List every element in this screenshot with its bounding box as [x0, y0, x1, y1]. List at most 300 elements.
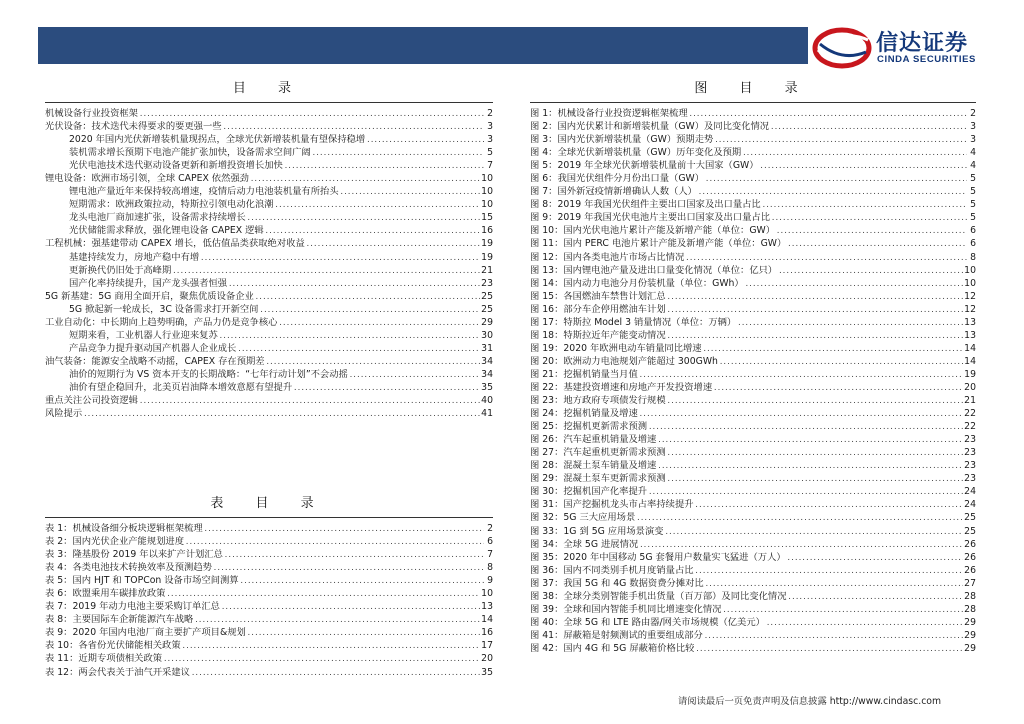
figure-entry[interactable] — [530, 629, 976, 642]
dot-leader — [665, 526, 964, 538]
dot-leader — [657, 460, 963, 472]
header-bar — [38, 27, 808, 64]
table-entry[interactable] — [45, 600, 493, 613]
dot-leader — [293, 382, 480, 394]
contents-divider — [45, 102, 493, 103]
contents-entry[interactable] — [45, 355, 493, 368]
entry-page-number: 17 — [481, 640, 493, 652]
entry-title: 图 25：挖掘机更新需求预测 — [530, 421, 648, 433]
dot-leader — [657, 434, 963, 446]
dot-leader — [639, 408, 963, 420]
entry-page-number: 13 — [964, 316, 976, 328]
figure-entry[interactable] — [530, 264, 976, 277]
figures-section — [530, 77, 976, 655]
entry-title: 图 27：汽车起重机更新需求预测 — [530, 447, 666, 459]
dot-leader — [219, 330, 480, 342]
figure-entry[interactable] — [530, 329, 976, 342]
dot-leader — [228, 278, 480, 290]
figure-entry[interactable] — [530, 303, 976, 316]
entry-page-number: 35 — [481, 381, 493, 393]
figure-entry[interactable] — [530, 446, 976, 459]
entry-title: 油价的短期行为 VS 资本开支的长期战略：“七年行动计划”不会动摇 — [69, 368, 348, 380]
entry-title: 图 7：国外新冠疫情新增确认人数（人） — [530, 186, 697, 198]
entry-title: 图 34：全球 5G 进展情况 — [530, 538, 639, 550]
dot-leader — [704, 630, 963, 642]
dot-leader — [667, 395, 964, 407]
contents-entry[interactable] — [45, 211, 493, 224]
contents-entry[interactable] — [45, 316, 493, 329]
figures-title: 图 目 录 — [694, 81, 812, 96]
contents-entry[interactable] — [45, 329, 493, 342]
dot-leader — [745, 278, 963, 290]
dot-leader — [766, 617, 963, 629]
entry-title: 锂电池产量近年来保持较高增速，疫情后动力电池装机量有所抬头 — [69, 186, 339, 198]
dot-leader — [221, 601, 480, 613]
entry-title: 5G 新基建：5G 商用全面开启，聚焦优质设备企业 — [45, 290, 254, 302]
figures-list — [530, 107, 976, 655]
entry-page-number: 26 — [964, 551, 976, 563]
figure-entry[interactable] — [530, 511, 976, 524]
entry-page-number: 25 — [964, 525, 976, 537]
dot-leader — [719, 356, 963, 368]
contents-entry[interactable] — [45, 224, 493, 237]
entry-title: 图 5：2019 年全球光伏新增装机量前十大国家（GW） — [530, 160, 759, 172]
figure-entry[interactable] — [530, 381, 976, 394]
cinda-logo-icon — [812, 22, 874, 70]
entry-title: 工业自动化：中长期向上趋势明确，产品力仍是竞争核心 — [45, 316, 278, 328]
entry-page-number: 28 — [964, 590, 976, 602]
entry-page-number: 12 — [964, 290, 976, 302]
dot-leader — [760, 160, 967, 172]
dot-leader — [259, 304, 480, 316]
figure-entry[interactable] — [530, 316, 976, 329]
figure-entry[interactable] — [530, 159, 976, 172]
entry-page-number: 10 — [481, 186, 493, 198]
table-entry[interactable] — [45, 548, 493, 561]
contents-entry[interactable] — [45, 185, 493, 198]
entry-title: 国产化率持续提升，国产龙头强者恒强 — [69, 277, 228, 289]
contents-list — [45, 107, 493, 420]
entry-page-number: 13 — [964, 329, 976, 341]
entry-page-number: 19 — [481, 238, 493, 250]
dot-leader — [667, 330, 964, 342]
entry-page-number: 4 — [970, 160, 976, 172]
dot-leader — [247, 212, 481, 224]
entry-title: 油气装备：能源安全战略不动摇，CAPEX 存在预期差 — [45, 355, 265, 367]
entry-title: 表 5：国内 HJT 和 TOPCon 设备市场空间测算 — [45, 575, 239, 587]
entry-title: 光伏储能需求释放，强化锂电设备 CAPEX 逻辑 — [69, 225, 264, 237]
dot-leader — [366, 134, 484, 146]
entry-title: 风险提示 — [45, 408, 83, 420]
dot-leader — [312, 147, 484, 159]
tables-list — [45, 522, 493, 679]
entry-title: 光伏电池技术迭代驱动设备更新和新增投资增长加快 — [69, 160, 283, 172]
entry-page-number: 41 — [481, 408, 493, 420]
dot-leader — [787, 552, 963, 564]
entry-page-number: 7 — [487, 160, 493, 172]
entry-page-number: 6 — [487, 536, 493, 548]
dot-leader — [648, 486, 963, 498]
dot-leader — [705, 173, 967, 185]
figure-entry[interactable] — [530, 172, 976, 185]
figures-divider — [530, 102, 976, 103]
entry-title: 光伏设备：技术迭代未得要求的要更强一些 — [45, 121, 222, 133]
figure-entry[interactable] — [530, 603, 976, 616]
entry-page-number: 2 — [487, 523, 493, 534]
contents-entry[interactable] — [45, 251, 493, 264]
contents-entry[interactable] — [45, 290, 493, 303]
entry-title: 图 35：2020 年中国移动 5G 套餐用户数量实飞猛进（万人） — [530, 551, 786, 563]
dot-leader — [306, 238, 480, 250]
figure-entry[interactable] — [530, 107, 976, 120]
dot-leader — [139, 395, 480, 407]
dot-leader — [266, 356, 481, 368]
dot-leader — [284, 160, 484, 172]
dot-leader — [247, 627, 480, 639]
entry-title: 表 8：主要国际车企新能源汽车战略 — [45, 614, 194, 626]
entry-title: 图 29：混凝土泵车更新需求预测 — [530, 473, 666, 485]
figure-entry[interactable] — [530, 485, 976, 498]
contents-entry[interactable] — [45, 172, 493, 185]
figure-entry[interactable] — [530, 394, 976, 407]
contents-entry[interactable] — [45, 368, 493, 381]
entry-title: 更新换代仍旧处于高峰期 — [69, 264, 172, 276]
entry-title: 表 11：近期专项债相关政策 — [45, 653, 163, 665]
entry-page-number: 24 — [964, 486, 976, 498]
dot-leader — [776, 225, 967, 237]
entry-page-number: 24 — [964, 499, 976, 511]
entry-page-number: 10 — [964, 277, 976, 289]
figure-entry[interactable] — [530, 538, 976, 551]
dot-leader — [770, 121, 967, 133]
entry-page-number: 23 — [964, 434, 976, 446]
dot-leader — [788, 591, 964, 603]
figure-entry[interactable] — [530, 251, 976, 264]
entry-page-number: 23 — [964, 473, 976, 485]
entry-page-number: 30 — [481, 329, 493, 341]
entry-title: 表 9：2020 年国内电池厂商主要扩产项目&规划 — [45, 627, 246, 639]
entry-page-number: 29 — [964, 629, 976, 641]
dot-leader — [182, 640, 481, 652]
entry-page-number: 25 — [481, 290, 493, 302]
entry-title: 机械设备行业投资框架 — [45, 108, 138, 119]
entry-page-number: 10 — [481, 588, 493, 600]
entry-page-number: 20 — [481, 653, 493, 665]
entry-page-number: 28 — [964, 603, 976, 615]
dot-leader — [240, 575, 484, 587]
contents-entry[interactable] — [45, 264, 493, 277]
dot-leader — [713, 382, 963, 394]
entry-page-number: 9 — [487, 575, 493, 587]
entry-title: 工程机械：强基建带动 CAPEX 增长，低估值品类获取绝对收益 — [45, 238, 305, 250]
entry-page-number: 16 — [481, 225, 493, 237]
figure-entry[interactable] — [530, 498, 976, 511]
entry-title: 图 22：基建投资增速和房地产开发投资增速 — [530, 381, 713, 393]
entry-title: 图 39：全球和国内智能手机同比增速变化情况 — [530, 603, 722, 615]
entry-page-number: 29 — [964, 642, 976, 654]
entry-page-number: 3 — [970, 134, 976, 146]
dot-leader — [250, 173, 480, 185]
dot-leader — [695, 565, 964, 577]
dot-leader — [340, 186, 481, 198]
entry-title: 图 41：屏蔽箱是射频测试的重要组成部分 — [530, 629, 703, 641]
entry-page-number: 29 — [481, 316, 493, 328]
entry-title: 锂电设备：欧洲市场引领，全球 CAPEX 依然强劲 — [45, 173, 249, 185]
entry-title: 图 21：挖掘机销量当月值 — [530, 368, 638, 380]
figure-entry[interactable] — [530, 277, 976, 290]
entry-page-number: 31 — [481, 342, 493, 354]
dot-leader — [185, 536, 484, 548]
figure-entry[interactable] — [530, 290, 976, 303]
contents-entry[interactable] — [45, 381, 493, 394]
dot-leader — [223, 121, 484, 133]
entry-page-number: 21 — [964, 395, 976, 407]
dot-leader — [742, 147, 967, 159]
figure-entry[interactable] — [530, 420, 976, 433]
entry-title: 5G 掀起新一轮成长，3C 设备需求打开新空间 — [69, 303, 259, 315]
entry-page-number: 10 — [964, 264, 976, 276]
entry-page-number: 22 — [964, 408, 976, 420]
table-entry[interactable] — [45, 522, 493, 535]
entry-title: 图 16：部分车企停用燃油车计划 — [530, 303, 666, 315]
entry-title: 表 6：欧盟乘用车碳排放政策 — [45, 588, 166, 600]
dot-leader — [703, 343, 964, 355]
entry-title: 油价有望企稳回升，北美页岩油降本增效意愿有望提升 — [69, 381, 293, 393]
contents-entry[interactable] — [45, 133, 493, 146]
entry-page-number: 23 — [481, 277, 493, 289]
entry-title: 表 4：各类电池技术转换效率及预测趋势 — [45, 562, 212, 574]
entry-title: 图 32：5G 三大应用场景 — [530, 512, 636, 524]
entry-title: 短期需求：欧洲政策拉动，特斯拉引领电动化浪潮 — [69, 199, 274, 211]
entry-title: 图 23：地方政府专项债发行规模 — [530, 395, 666, 407]
dot-leader — [636, 512, 963, 524]
table-entry[interactable] — [45, 561, 493, 574]
entry-title: 图 3：国内光伏新增装机量（GW）预期走势 — [530, 134, 714, 146]
entry-page-number: 14 — [964, 355, 976, 367]
tables-divider — [45, 517, 493, 518]
entry-page-number: 5 — [970, 212, 976, 224]
contents-entry[interactable] — [45, 107, 493, 120]
figure-entry[interactable] — [530, 407, 976, 420]
brand-name-en: CINDA SECURITIES — [877, 54, 976, 65]
dot-leader — [639, 369, 963, 381]
entry-page-number: 26 — [964, 564, 976, 576]
entry-page-number: 5 — [970, 199, 976, 211]
dot-leader — [213, 562, 484, 574]
entry-page-number: 25 — [481, 303, 493, 315]
contents-entry[interactable] — [45, 342, 493, 355]
dot-leader — [695, 643, 963, 655]
entry-title: 图 40：全球 5G 和 LTE 路由器/网关市场规模（亿美元） — [530, 616, 765, 628]
dot-leader — [778, 265, 963, 277]
entry-page-number: 2 — [970, 108, 976, 119]
figure-entry[interactable] — [530, 459, 976, 472]
figure-entry[interactable] — [530, 616, 976, 629]
entry-title: 图 37：我国 5G 和 4G 数据资费分摊对比 — [530, 577, 704, 589]
table-entry[interactable] — [45, 535, 493, 548]
entry-title: 图 36：国内不同类别手机月度销量占比 — [530, 564, 694, 576]
contents-entry[interactable] — [45, 237, 493, 250]
dot-leader — [83, 408, 480, 420]
contents-entry[interactable] — [45, 303, 493, 316]
figure-entry[interactable] — [530, 642, 976, 655]
entry-page-number: 5 — [487, 147, 493, 159]
dot-leader — [255, 291, 480, 303]
contents-entry[interactable] — [45, 394, 493, 407]
entry-page-number: 20 — [964, 381, 976, 393]
figure-entry[interactable] — [530, 355, 976, 368]
entry-page-number: 19 — [481, 251, 493, 263]
table-entry[interactable] — [45, 652, 493, 665]
dot-leader — [278, 317, 480, 329]
entry-page-number: 2 — [487, 108, 493, 119]
dot-leader — [771, 212, 967, 224]
entry-page-number: 7 — [487, 549, 493, 561]
entry-title: 图 6：我国光伏组件分月份出口量（GW） — [530, 173, 705, 185]
figure-entry[interactable] — [530, 198, 976, 211]
entry-page-number: 3 — [970, 121, 976, 133]
entry-title: 图 4：全球光伏新增装机量（GW）历年变化及预期 — [530, 147, 742, 159]
dot-leader — [204, 523, 484, 535]
figure-entry[interactable] — [530, 224, 976, 237]
entry-page-number: 19 — [964, 368, 976, 380]
contents-entry[interactable] — [45, 159, 493, 172]
entry-page-number: 27 — [964, 577, 976, 589]
entry-page-number: 26 — [964, 538, 976, 550]
dot-leader — [705, 578, 963, 590]
entry-title: 图 9：2019 年我国光伏电池片主要出口国家及出口量占比 — [530, 212, 771, 224]
entry-page-number: 23 — [964, 460, 976, 472]
dot-leader — [667, 304, 964, 316]
entry-title: 表 1：机械设备细分板块逻辑框架梳理 — [45, 523, 203, 534]
figure-entry[interactable] — [530, 146, 976, 159]
entry-title: 图 24：挖掘机销量及增速 — [530, 408, 638, 420]
entry-page-number: 14 — [964, 342, 976, 354]
entry-title: 图 13：国内锂电池产量及进出口量变化情况（单位：亿只） — [530, 264, 778, 276]
figure-entry[interactable] — [530, 577, 976, 590]
brand-name-cn: 信达证券 — [876, 31, 969, 56]
table-entry[interactable] — [45, 574, 493, 587]
figure-entry[interactable] — [530, 368, 976, 381]
entry-title: 表 7：2019 年动力电池主要采购订单汇总 — [45, 601, 220, 613]
figure-entry[interactable] — [530, 342, 976, 355]
contents-entry[interactable] — [45, 120, 493, 133]
figure-entry[interactable] — [530, 211, 976, 224]
dot-leader — [695, 499, 964, 511]
entry-title: 图 28：混凝土泵车销量及增速 — [530, 460, 657, 472]
table-entry[interactable] — [45, 626, 493, 639]
contents-section — [45, 77, 493, 420]
entry-title: 表 12：两会代表关于油气开采建议 — [45, 666, 190, 678]
entry-title: 图 8：2019 年我国光伏组件主要出口国家及出口量占比 — [530, 199, 761, 211]
figure-entry[interactable] — [530, 564, 976, 577]
entry-page-number: 21 — [481, 264, 493, 276]
figure-entry[interactable] — [530, 237, 976, 250]
contents-entry[interactable] — [45, 146, 493, 159]
table-entry[interactable] — [45, 639, 493, 652]
entry-page-number: 5 — [970, 186, 976, 198]
entry-page-number: 34 — [481, 368, 493, 380]
dot-leader — [191, 667, 480, 679]
entry-title: 图 1：机械设备行业投资逻辑框架梳理 — [530, 108, 688, 119]
dot-leader — [163, 653, 480, 665]
entry-title: 图 26：汽车起重机销量及增速 — [530, 434, 657, 446]
entry-title: 图 14：国内动力电池分月份装机量（单位：GWh） — [530, 277, 744, 289]
figure-entry[interactable] — [530, 120, 976, 133]
entry-page-number: 5 — [970, 173, 976, 185]
dot-leader — [667, 473, 964, 485]
dot-leader — [139, 108, 484, 120]
dot-leader — [648, 421, 963, 433]
entry-title: 图 31：国产挖掘机龙头市占率持续提升 — [530, 499, 694, 511]
dot-leader — [200, 252, 480, 264]
entry-title: 图 18：特斯拉近年产能变动情况 — [530, 329, 666, 341]
contents-entry[interactable] — [45, 407, 493, 420]
entry-title: 图 30：挖掘机国产化率提升 — [530, 486, 648, 498]
entry-page-number: 3 — [487, 134, 493, 146]
dot-leader — [787, 238, 967, 250]
entry-title: 图 10：国内光伏电池片累计产能及新增产能（单位：GW） — [530, 225, 776, 237]
dot-leader — [265, 225, 480, 237]
dot-leader — [172, 265, 480, 277]
dot-leader — [639, 539, 963, 551]
entry-page-number: 34 — [481, 355, 493, 367]
entry-title: 2020 年国内光伏新增装机量现拐点，全球光伏新增装机量有望保持稳增 — [69, 134, 366, 146]
table-entry[interactable] — [45, 587, 493, 600]
figure-entry[interactable] — [530, 472, 976, 485]
dot-leader — [224, 549, 484, 561]
dot-leader — [722, 604, 963, 616]
entry-page-number: 10 — [481, 173, 493, 185]
figure-entry[interactable] — [530, 433, 976, 446]
figure-entry[interactable] — [530, 525, 976, 538]
figure-entry[interactable] — [530, 133, 976, 146]
entry-page-number: 8 — [487, 562, 493, 574]
table-entry[interactable] — [45, 666, 493, 679]
contents-entry[interactable] — [45, 198, 493, 211]
entry-title: 图 42：国内 4G 和 5G 屏蔽箱价格比较 — [530, 642, 695, 654]
table-entry[interactable] — [45, 613, 493, 626]
dot-leader — [698, 186, 967, 198]
entry-title: 短期来看，工业机器人行业迎来复苏 — [69, 329, 218, 341]
dot-leader — [685, 252, 967, 264]
entry-page-number: 22 — [964, 421, 976, 433]
entry-page-number: 8 — [970, 251, 976, 263]
brand-logo — [812, 22, 992, 70]
dot-leader — [349, 369, 480, 381]
entry-title: 龙头电池厂商加速扩张，设备需求持续增长 — [69, 212, 246, 224]
entry-title: 图 2：国内光伏累计和新增装机量（GW）及同比变化情况 — [530, 121, 770, 133]
entry-title: 表 3：隆基股份 2019 年以来扩产计划汇总 — [45, 549, 223, 561]
dot-leader — [737, 317, 963, 329]
figure-entry[interactable] — [530, 590, 976, 603]
dot-leader — [689, 108, 967, 120]
entry-page-number: 16 — [481, 627, 493, 639]
tables-title: 表 目 录 — [210, 496, 328, 511]
dot-leader — [667, 291, 964, 303]
dot-leader — [714, 134, 967, 146]
entry-page-number: 6 — [970, 238, 976, 250]
entry-title: 表 2：国内光伏企业产能规划进度 — [45, 536, 185, 548]
dot-leader — [237, 343, 480, 355]
figure-entry[interactable] — [530, 551, 976, 564]
entry-page-number: 25 — [964, 512, 976, 524]
dot-leader — [667, 447, 964, 459]
entry-title: 装机需求增长预期下电池产能扩张加快，设备需求空间广阔 — [69, 147, 311, 159]
contents-entry[interactable] — [45, 277, 493, 290]
figure-entry[interactable] — [530, 185, 976, 198]
entry-page-number: 35 — [481, 666, 493, 678]
